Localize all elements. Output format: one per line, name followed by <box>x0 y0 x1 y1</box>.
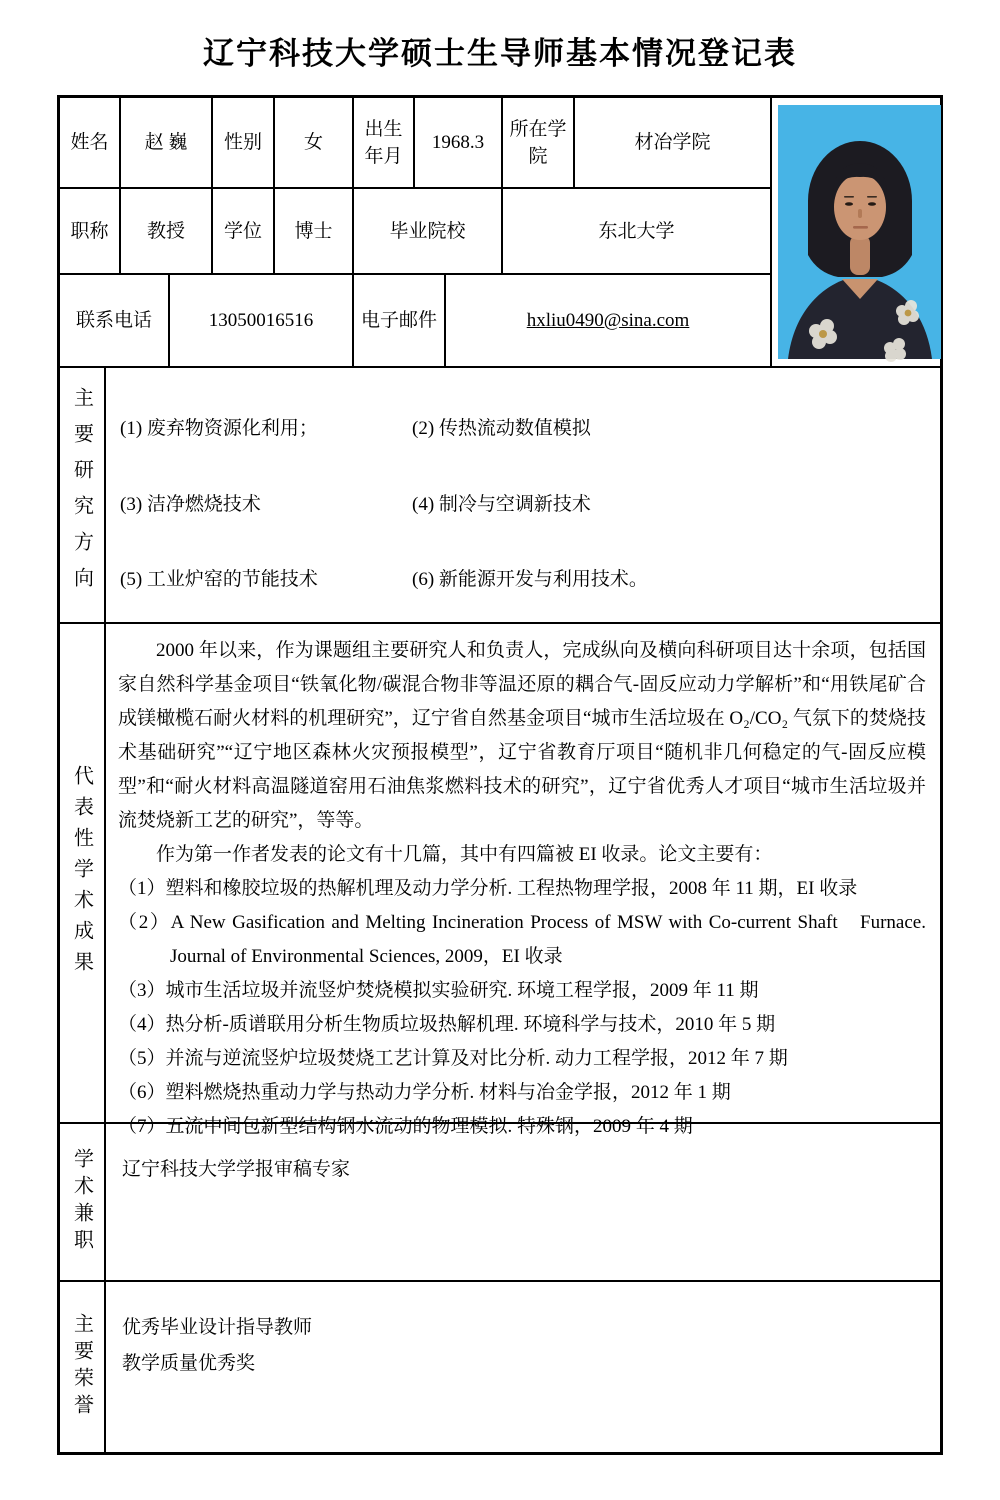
phone-label: 联系电话 <box>60 274 169 366</box>
academic-parttime-body <box>106 1124 940 1280</box>
gender-value: 女 <box>274 98 353 188</box>
parttime-item: 辽宁科技大学学报审稿专家 <box>122 1159 351 1180</box>
paper-item: （5）并流与逆流竖炉垃圾焚烧工艺计算及对比分析. 动力工程学报，2012 年 7 期 <box>118 1048 788 1069</box>
birth-value: 1968.3 <box>414 98 502 188</box>
email-value <box>445 274 771 366</box>
portrait-photo-drawing <box>778 105 941 359</box>
research-item: (5) 工业炉窑的节能技术 <box>120 569 318 591</box>
gender-label: 性别 <box>212 98 274 188</box>
section-academic-parttime <box>60 1122 940 1280</box>
paper-item: （7）五流中间包新型结构钢水流动的物理模拟. 特殊钢，2009 年 4 期 <box>118 1116 693 1137</box>
section-main-honors <box>60 1280 940 1452</box>
section-research-directions <box>60 366 940 622</box>
email-link[interactable]: hxliu0490@sina.com <box>526 310 690 331</box>
school-label: 毕业院校 <box>353 188 502 274</box>
achievements-paragraph: 2000 年以来，作为课题组主要研究人和负责人，完成纵向及横向科研项目达十余项，包括国家自然科学基金项目“铁氧化物/碳混合物非等温还原的耦合气-固反应动力学解析”和“用铁尾矿合成镁橄榄石耐火材料的机理研究”，辽宁省自然基金项目“城市生活垃圾在 O₂/CO₂ 气氛下的焚烧技术基础研究”“辽宁地区森林火灾预报模型”，辽宁省教育厅项目“随机非几何稳定的气-固反应模型”和“耐火材料高温隧道窑用石油焦浆燃料技术的研究”，辽宁省优秀人才项目“城市生活垃圾并流焚烧新工艺的研究”，等等。 <box>118 640 926 831</box>
name-value: 赵 巍 <box>120 98 212 188</box>
paper-item: （2）A New Gasification and Melting Incineration Process of MSW with Co-current Shaft Furnace. Journal of Environmental Sciences, 2009，EI 收录 <box>118 912 926 967</box>
name-label: 姓名 <box>60 98 120 188</box>
paper-item: （3）城市生活垃圾并流竖炉焚烧模拟实验研究. 环境工程学报，2009 年 11 期 <box>118 980 759 1001</box>
research-item: (4) 制冷与空调新技术 <box>412 493 591 515</box>
portrait-photo <box>778 105 941 359</box>
academic-achievements-body <box>106 624 940 1137</box>
registration-form <box>57 95 943 1455</box>
research-directions-header: 主要研究方向 <box>60 368 106 622</box>
research-item: (6) 新能源开发与利用技术。 <box>412 569 648 591</box>
main-honors-body <box>106 1282 940 1452</box>
main-honors-header: 主要荣誉 <box>60 1282 106 1452</box>
honor-item: 教学质量优秀奖 <box>122 1353 256 1374</box>
academic-achievements-header: 代表性学术成果 <box>60 624 106 1122</box>
paper-item: （6）塑料燃烧热重动力学与热动力学分析. 材料与冶金学报，2012 年 1 期 <box>118 1082 731 1103</box>
section-academic-achievements <box>60 622 940 1137</box>
research-item: (3) 洁净燃烧技术 <box>120 493 261 515</box>
basic-info-table <box>60 98 946 366</box>
achievements-paragraph: 作为第一作者发表的论文有十几篇，其中有四篇被 EI 收录。论文主要有： <box>156 844 773 865</box>
paper-list <box>118 872 926 1144</box>
paper-item: （4）热分析-质谱联用分析生物质垃圾热解机理. 环境科学与技术，2010 年 5 期 <box>118 1014 776 1035</box>
title-value: 教授 <box>120 188 212 274</box>
academic-parttime-header: 学术兼职 <box>60 1124 106 1280</box>
page-title: 辽宁科技大学硕士生导师基本情况登记表 <box>203 36 797 71</box>
college-value: 材冶学院 <box>574 98 771 188</box>
degree-value: 博士 <box>274 188 353 274</box>
phone-value: 13050016516 <box>169 274 353 366</box>
research-directions-list <box>106 368 940 622</box>
school-value: 东北大学 <box>502 188 771 274</box>
honor-item: 优秀毕业设计指导教师 <box>122 1317 313 1338</box>
degree-label: 学位 <box>212 188 274 274</box>
title-label: 职称 <box>60 188 120 274</box>
research-item: (1) 废弃物资源化利用； <box>120 418 318 439</box>
birth-label: 出生年月 <box>353 98 414 188</box>
email-label: 电子邮件 <box>353 274 445 366</box>
college-label: 所在学院 <box>502 98 574 188</box>
paper-item: （1）塑料和橡胶垃圾的热解机理及动力学分析. 工程热物理学报，2008 年 11 期，EI 收录 <box>118 878 858 899</box>
research-item: (2) 传热流动数值模拟 <box>412 418 591 439</box>
photo-cell <box>771 98 946 366</box>
